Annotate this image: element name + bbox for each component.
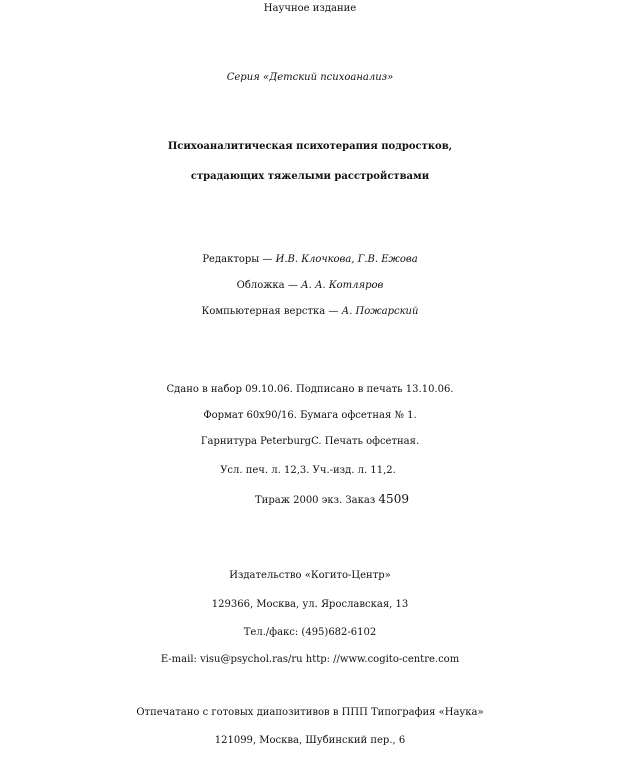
credit-role: Компьютерная верстка — [201,306,342,317]
credit-role: Редакторы — [202,254,276,265]
credit-role: Обложка — [236,280,302,291]
book-title-line-1: Психоаналитическая психотерапия подростков, [167,141,453,152]
publisher-phone: Тел./факс: (495)682-6102 [243,627,377,638]
spec-sheets: Усл. печ. л. 12,3. Уч.-изд. л. 11,2. [220,465,396,476]
credit-layout [0,307,620,317]
series-name: Серия «Детский психоанализ» [226,72,394,83]
spec-format: Формат 60x90/16. Бумага офсетная № 1. [203,410,417,421]
print-run-text: Тираж 2000 экз. Заказ [255,495,379,506]
book-title-line-2: страдающих тяжелыми расстройствами [190,171,430,182]
edition-type: Научное издание [263,3,357,14]
publisher-address: 129366, Москва, ул. Ярославская, 13 [211,599,409,610]
spec-typeface: Гарнитура PeterburgC. Печать офсетная. [200,436,420,447]
spec-print-run [22,493,620,506]
printer-info: Отпечатано с готовых диапозитивов в ППП Типография «Наука» [136,707,484,718]
credit-names: А. А. Котляров [301,280,384,291]
order-number: 4509 [378,492,409,506]
spec-dates: Сдано в набор 09.10.06. Подписано в печать 13.10.06. [166,384,454,395]
credit-names: А. Пожарский [341,306,419,317]
printer-address: 121099, Москва, Шубинский пер., 6 [214,735,406,746]
credit-cover [0,281,620,291]
credit-editors [0,255,620,265]
publisher-contacts: E-mail: visu@psychol.ras/ru http: //www.cogito-centre.com [160,654,460,665]
credit-names: И.В. Клочкова, Г.В. Ежова [275,254,418,265]
publisher-name: Издательство «Когито-Центр» [229,570,391,581]
